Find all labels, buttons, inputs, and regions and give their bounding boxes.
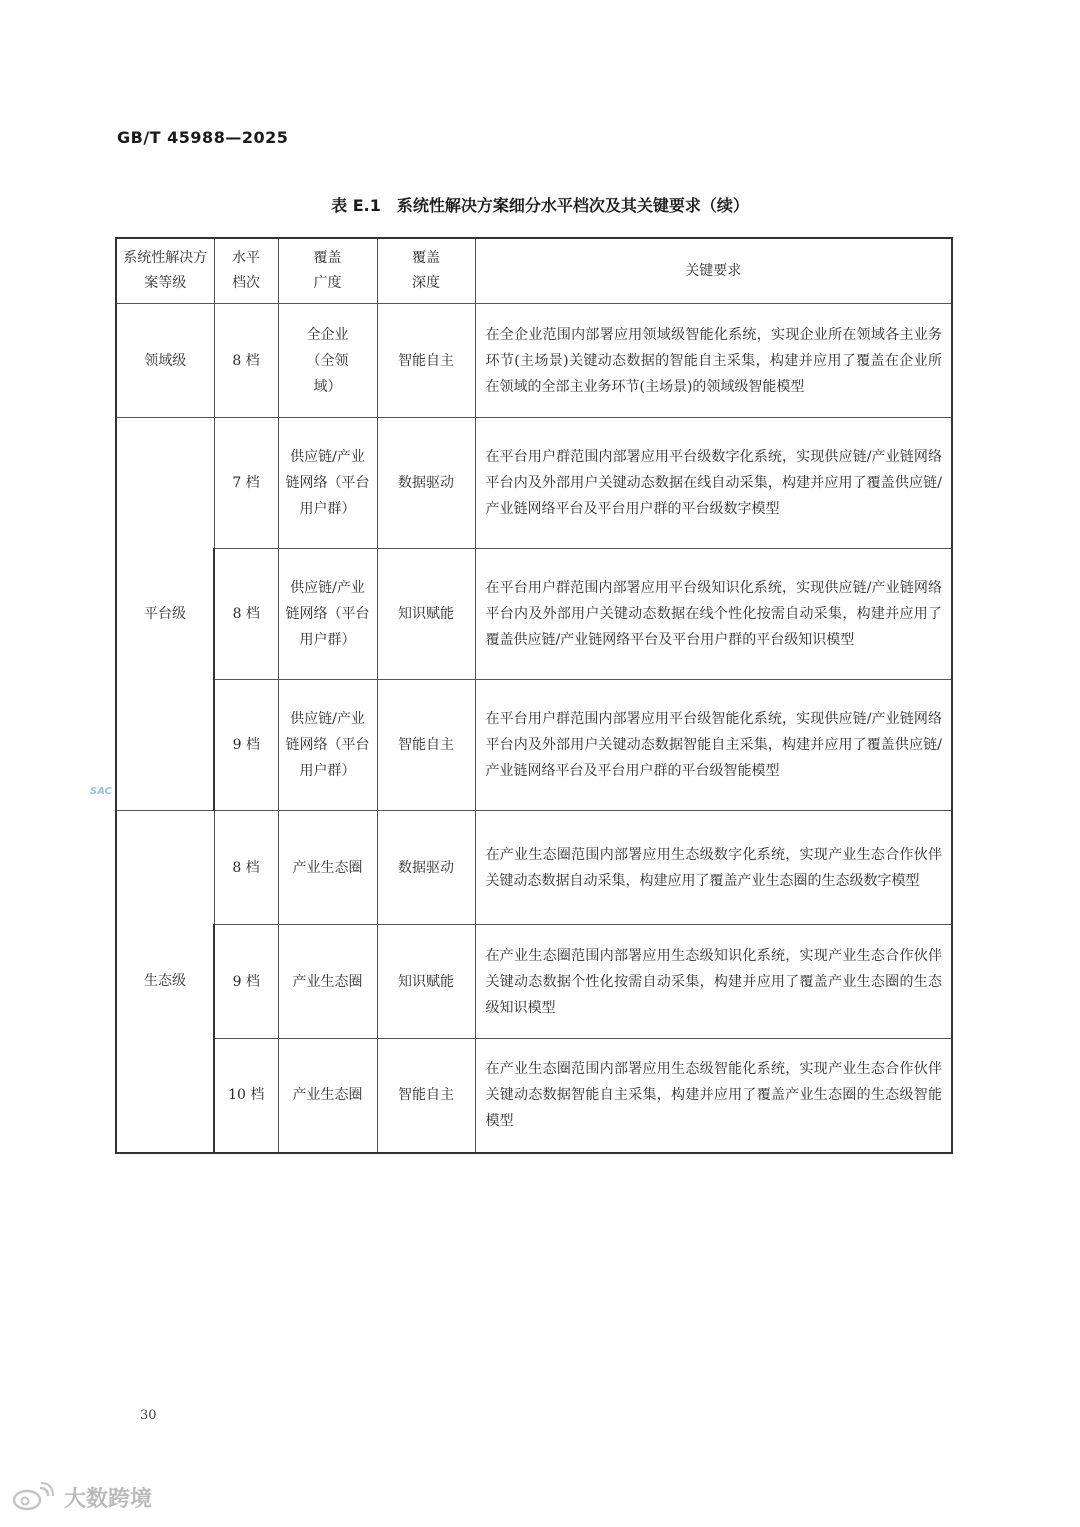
table-row [116,925,952,1039]
breadth-text: 全企业（全领域） [306,326,349,395]
depth-cell: 数据驱动 [377,418,475,549]
breadth-cell: 产业生态圈 [278,925,377,1039]
requirements-table [115,237,953,1154]
grade-cell: 10 档 [214,1039,278,1153]
breadth-text: 供应链/产业链网络（平台用户群） [285,711,370,779]
breadth-text: 供应链/产业链网络（平台用户群） [285,580,370,648]
standard-number: GB/T 45988—2025 [117,128,289,147]
breadth-cell [278,418,377,549]
level-cell: 领域级 [116,304,214,418]
table-row [116,811,952,925]
table-title: 表 E.1 系统性解决方案细分水平档次及其关键要求（续） [331,196,749,215]
table-row [116,549,952,680]
table-row [116,1039,952,1153]
col-header-breadth [278,238,377,304]
table-row [116,304,952,418]
page-number: 30 [140,1408,157,1423]
grade-cell: 9 档 [214,925,278,1039]
requirement-cell: 在产业生态圈范围内部署应用生态级知识化系统，实现产业生态合作伙伴关键动态数据个性化按需自动采集，构建并应用了覆盖产业生态圈的生态级知识模型 [475,925,952,1039]
breadth-cell [278,549,377,680]
col-header-depth [377,238,475,304]
table-row [116,680,952,811]
grade-cell: 8 档 [214,811,278,925]
requirement-cell: 在产业生态圈范围内部署应用生态级数字化系统，实现产业生态合作伙伴关键动态数据自动采集，构建应用了覆盖产业生态圈的生态级数字模型 [475,811,952,925]
grade-cell: 9 档 [214,680,278,811]
watermark [10,1480,152,1514]
col-header-requirements [475,238,952,304]
weibo-icon [10,1482,60,1512]
breadth-text: 供应链/产业链网络（平台用户群） [285,449,370,517]
table-header-row [116,238,952,304]
depth-cell: 智能自主 [377,304,475,418]
depth-cell: 数据驱动 [377,811,475,925]
requirement-cell: 在全企业范围内部署应用领域级智能化系统，实现企业所在领域各主业务环节(主场景)关键动态数据的智能自主采集，构建并应用了覆盖在企业所在领域的全部主业务环节(主场景)的领域级智能模型 [475,304,952,418]
requirement-cell: 在平台用户群范围内部署应用平台级数字化系统，实现供应链/产业链网络平台内及外部用户关键动态数据在线自动采集，构建并应用了覆盖供应链/产业链网络平台及平台用户群的平台级数字模型 [475,418,952,549]
level-cell: 平台级 [116,418,214,811]
grade-cell: 8 档 [214,549,278,680]
requirement-cell: 在平台用户群范围内部署应用平台级知识化系统，实现供应链/产业链网络平台内及外部用户关键动态数据在线个性化按需自动采集，构建并应用了覆盖供应链/产业链网络平台及平台用户群的平台级知识模型 [475,549,952,680]
col-header-depth-label: 覆盖深度 [412,250,440,291]
depth-cell: 知识赋能 [377,549,475,680]
breadth-cell [278,304,377,418]
depth-cell: 知识赋能 [377,925,475,1039]
col-header-breadth-label: 覆盖广度 [313,250,342,291]
grade-cell: 8 档 [214,304,278,418]
col-header-level-label: 系统性解决方案等级 [123,250,208,291]
requirement-cell: 在产业生态圈范围内部署应用生态级智能化系统，实现产业生态合作伙伴关键动态数据智能自主采集，构建并应用了覆盖产业生态圈的生态级智能模型 [475,1039,952,1153]
col-header-level [116,238,214,304]
table-row [116,418,952,549]
sac-stamp: SAC [90,786,112,797]
col-header-grade-label: 水平档次 [232,250,260,291]
col-header-grade [214,238,278,304]
grade-cell: 7 档 [214,418,278,549]
col-header-requirements-label: 关键要求 [685,262,742,279]
watermark-text: 大数跨境 [64,1486,153,1512]
level-cell: 生态级 [116,811,214,1153]
breadth-cell: 产业生态圈 [278,811,377,925]
breadth-cell: 产业生态圈 [278,1039,377,1153]
requirement-cell: 在平台用户群范围内部署应用平台级智能化系统，实现供应链/产业链网络平台内及外部用户关键动态数据智能自主采集，构建并应用了覆盖供应链/产业链网络平台及平台用户群的平台级智能模型 [475,680,952,811]
breadth-cell [278,680,377,811]
depth-cell: 智能自主 [377,680,475,811]
depth-cell: 智能自主 [377,1039,475,1153]
